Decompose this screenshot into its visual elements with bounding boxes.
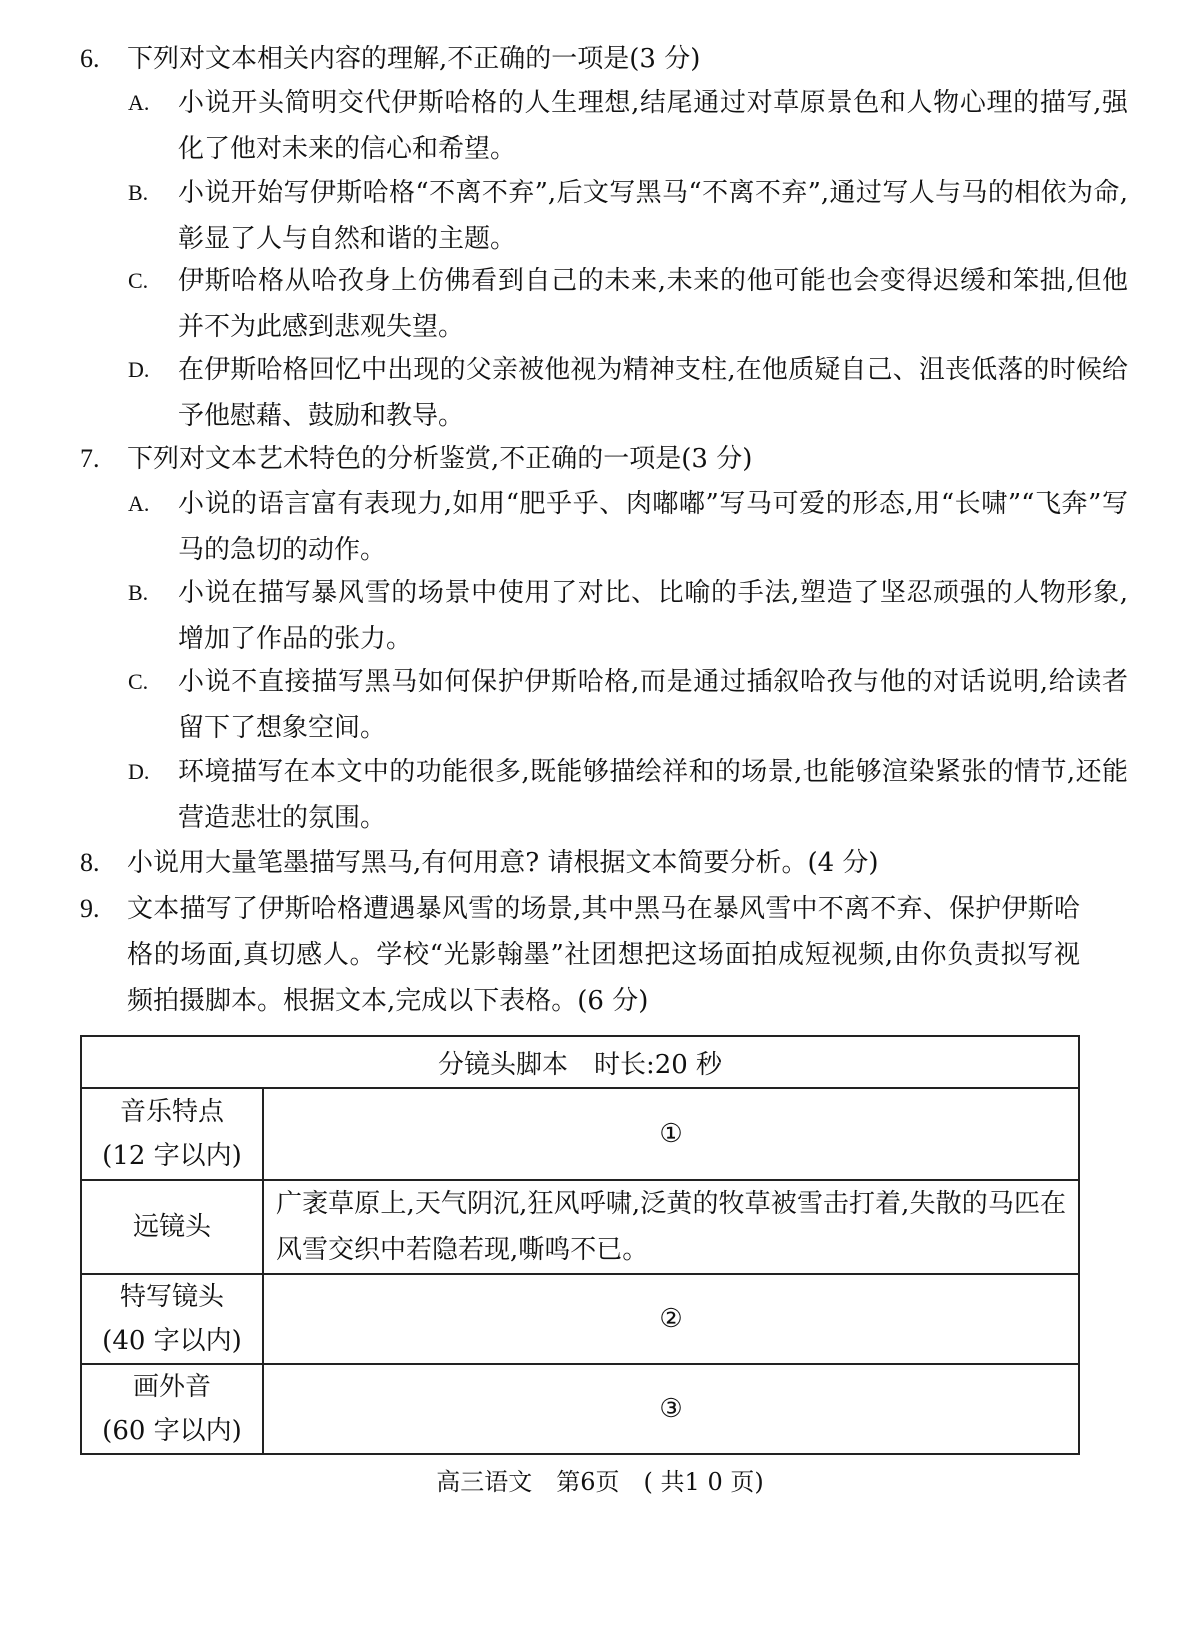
row-content: 广袤草原上,天气阴沉,狂风呼啸,泛黄的牧草被雪击打着,失散的马匹在风雪交织中若隐若现,嘶鸣不已。 bbox=[263, 1180, 1079, 1274]
option-letter: D. bbox=[128, 759, 150, 784]
option-text: 环境描写在本文中的功能很多,既能够描绘祥和的场景,也能够渲染紧张的情节,还能营造悲壮的氛围。 bbox=[178, 757, 1128, 833]
option-letter: B. bbox=[128, 580, 149, 605]
row-label bbox=[81, 1364, 263, 1454]
question-number: 6. bbox=[80, 44, 100, 73]
question-stem: 下列对文本相关内容的理解,不正确的一项是(3 分) bbox=[127, 44, 701, 74]
q7-option-b bbox=[128, 570, 1128, 662]
option-letter: A. bbox=[128, 491, 150, 516]
question-number: 8. bbox=[80, 848, 100, 877]
option-text: 伊斯哈格从哈孜身上仿佛看到自己的未来,未来的他可能也会变得迟缓和笨拙,但他并不为此感到悲观失望。 bbox=[178, 266, 1128, 342]
answer-blank-3[interactable]: ③ bbox=[263, 1364, 1079, 1454]
answer-blank-1[interactable]: ① bbox=[263, 1088, 1079, 1180]
option-letter: C. bbox=[128, 268, 149, 293]
option-text: 在伊斯哈格回忆中出现的父亲被他视为精神支柱,在他质疑自己、沮丧低落的时候给予他慰藉、鼓励和教导。 bbox=[178, 355, 1128, 431]
question-number: 7. bbox=[80, 444, 100, 473]
question-7 bbox=[80, 436, 1130, 482]
table-row bbox=[81, 1088, 1079, 1180]
question-number: 9. bbox=[80, 894, 100, 923]
row-label-limit: (40 字以内) bbox=[102, 1326, 242, 1356]
question-8 bbox=[80, 840, 1130, 886]
q7-option-c bbox=[128, 659, 1128, 751]
option-letter: D. bbox=[128, 357, 150, 382]
option-text: 小说的语言富有表现力,如用“肥乎乎、肉嘟嘟”写马可爱的形态,用“长啸”“飞奔”写马的急切的动作。 bbox=[178, 489, 1128, 565]
q6-option-b bbox=[128, 170, 1128, 262]
page-footer: 高三语文 第6页 ( 共1 0 页) bbox=[436, 1468, 764, 1496]
answer-blank-2[interactable]: ② bbox=[263, 1274, 1079, 1364]
question-stem: 文本描写了伊斯哈格遭遇暴风雪的场景,其中黑马在暴风雪中不离不弃、保护伊斯哈格的场面,真切感人。学校“光影翰墨”社团想把这场面拍成短视频,由你负责拟写视频拍摄脚本。根据文本,完成以下表格。(6 分) bbox=[127, 894, 1080, 1016]
question-stem: 小说用大量笔墨描写黑马,有何用意? 请根据文本简要分析。(4 分) bbox=[127, 848, 879, 878]
q6-option-d bbox=[128, 347, 1128, 439]
option-text: 小说在描写暴风雪的场景中使用了对比、比喻的手法,塑造了坚忍顽强的人物形象,增加了作品的张力。 bbox=[178, 578, 1128, 654]
question-6 bbox=[80, 36, 1130, 82]
row-label-main: 特写镜头 bbox=[119, 1282, 224, 1312]
option-text: 小说开头简明交代伊斯哈格的人生理想,结尾通过对草原景色和人物心理的描写,强化了他对未来的信心和希望。 bbox=[178, 88, 1128, 164]
q6-option-c bbox=[128, 258, 1128, 350]
row-label-main: 音乐特点 bbox=[119, 1097, 224, 1127]
option-text: 小说开始写伊斯哈格“不离不弃”,后文写黑马“不离不弃”,通过写人与马的相依为命,彰显了人与自然和谐的主题。 bbox=[178, 178, 1128, 254]
row-label-main: 画外音 bbox=[132, 1372, 211, 1402]
row-label bbox=[81, 1180, 263, 1274]
option-text: 小说不直接描写黑马如何保护伊斯哈格,而是通过插叙哈孜与他的对话说明,给读者留下了想象空间。 bbox=[178, 667, 1128, 743]
table-row bbox=[81, 1180, 1079, 1274]
option-letter: C. bbox=[128, 669, 149, 694]
question-9 bbox=[80, 886, 1080, 1024]
storyboard-table bbox=[80, 1035, 1080, 1455]
q7-option-d bbox=[128, 749, 1128, 841]
row-label-limit: (12 字以内) bbox=[102, 1141, 242, 1171]
question-stem: 下列对文本艺术特色的分析鉴赏,不正确的一项是(3 分) bbox=[127, 444, 753, 474]
q7-option-a bbox=[128, 481, 1128, 573]
table-row bbox=[81, 1364, 1079, 1454]
table-row bbox=[81, 1274, 1079, 1364]
option-letter: B. bbox=[128, 180, 149, 205]
table-title: 分镜头脚本 时长:20 秒 bbox=[81, 1036, 1079, 1088]
q6-option-a bbox=[128, 80, 1128, 172]
row-label-limit: (60 字以内) bbox=[102, 1416, 242, 1446]
row-label bbox=[81, 1274, 263, 1364]
option-letter: A. bbox=[128, 90, 150, 115]
row-label-main: 远镜头 bbox=[132, 1212, 211, 1242]
row-label bbox=[81, 1088, 263, 1180]
